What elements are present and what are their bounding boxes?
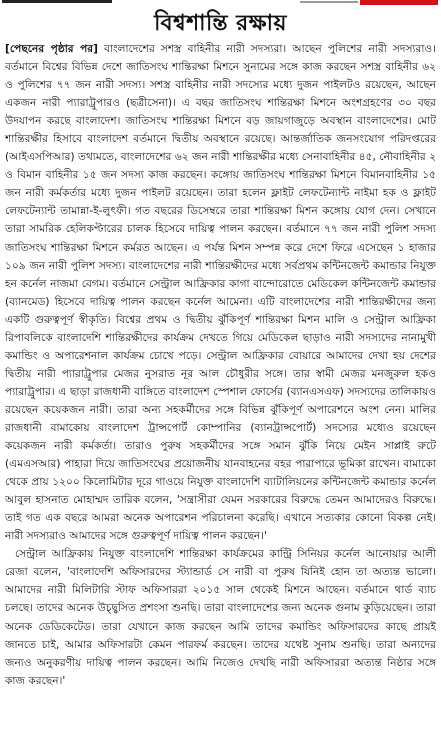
top-rule-red [360, 0, 438, 5]
paragraph-1 [5, 40, 436, 545]
article-headline: বিশ্বশান্তি রক্ষায় [154, 11, 287, 36]
paragraph-2: সেন্ট্রাল আফ্রিকায় নিযুক্ত বাংলাদেশি শান্তিরক্ষা কার্যক্রমের কান্ট্রি সিনিয়র কর্নেল আনোয়ার আলী রেজা বলেন, 'বাংলাদেশি অফিসারদের স্ট্যান্ডার্ড সে নারী বা পুরুষ যিনিই হোন তা অত্যন্ত ভালো। আমাদের নারী মিলিটারি স্টাফ অফিসাররা ২০১৫ সাল থেকেই মিশনে আছেন। বর্তমানে থার্ড ব্যাচ চলছে। তাদের অনেক উচ্ছ্বসিত প্রশংসা শুনছি। তারা বাংলাদেশের জন্য অনেক গুনাম কুড়িয়েছেন। তারা অনেক ডেডিকেটেড। তারা যেখানে কাজ করছেন আমি তাদের কমান্ডিং অফিসারদের কাছে প্রায়ই জানতে চাই, আমার অফিসারটা কেমন পারফর্ম করছেন। তাদের যথেষ্ট সুনাম শুনছি। তারা অন্যদের জন্যও অনুকরণীয় দায়িত্ব পালন করছেন। আমি নিজেও দেখছি নারী অফিসাররা অত্যন্ত নিষ্ঠার সঙ্গে কাজ করছেন।' [5, 548, 436, 687]
article-body [5, 40, 436, 730]
top-rule-left [2, 0, 112, 3]
top-rule-grey [300, 1, 358, 3]
lead-text: বাংলাদেশের সশস্ত্র বাহিনীর নারী সদস্যরা। আছেন পুলিশের নারী সদস্যরাও। বর্তমানে বিশ্বের বিভিন্ন দেশে জাতিসংঘ শান্তিরক্ষা মিশনে সুনামের সঙ্গে কাজ করছেন সশস্ত্র বাহিনীর ৬২ ও পুলিশের ৭৭ জন নারী সদস্য। সশস্ত্র বাহিনীর নারী সদস্যের মধ্যে দুজন পাইলটও রয়েছেন, আছেন একজন নারী প্যারাট্রুপারও (ছত্রীসেনা)। এ বছর জাতিসংঘ শান্তিরক্ষা মিশনে অংশগ্রহণের ৩০ বছর উদযাপন করছে বাংলাদেশ। জাতিসংঘ শান্তিরক্ষা মিশনে বড় জায়গাজুড়ে অবস্থান বাংলাদেশের। মোট শান্তিরক্ষীর হিসাবে বাংলাদেশ বর্তমানে দ্বিতীয় অবস্থানে রয়েছে। আন্তর্জাতিক জনসংযোগ পরিদপ্তরের (আইএসপিআর) তথ্যমতে, বাংলাদেশের ৬২ জন নারী শান্তিরক্ষীর মধ্যে সেনাবাহিনীর ৪৫, নৌবাহিনীর ২ ও বিমান বাহিনীর ১৫ জন সদস্য কাজ করছেন। কঙ্গোয় জাতিসংঘ শান্তিরক্ষা মিশনে বিমানবাহিনীর ১৫ জন নারী কর্মকর্তার মধ্যে দুজন পাইলট রয়েছেন। তারা হলেন ফ্লাইট লেফটেন্যান্ট নাইমা হক ও ফ্লাইট লেফটেন্যান্ট তামান্না-ই-লুৎফী। গত বছরের ডিসেম্বরে তারা শান্তিরক্ষা মিশন কঙ্গোয় যোগ দেন। সেখানে তারা সামরিক হেলিকপ্টারের চালক হিসেবে দায়িত্ব পালন করছেন। বর্তমানে ৭৭ জন নারী পুলিশ সদস্য জাতিসংঘ শান্তিরক্ষা মিশনে কর্মরত আছেন। এ পর্যন্ত মিশন সম্পন্ন করে দেশে ফিরে এসেছেন ১ হাজার ১০৯ জন নারী পুলিশ সদস্য। বাংলাদেশের নারী শান্তিরক্ষীদের মধ্যে সর্বপ্রথম কন্টিনজেন্ট কমান্ডার নিযুক্ত হন কর্নেল নাজমা বেগম। বর্তমানে সেন্ট্রাল আফ্রিকার কাগা বান্দোরোতে মেডিকেল কন্টিনজেন্ট কমান্ডার (ব্যানমেড) হিসেবে দায়িত্ব পালন করছেন কর্নেল আমেনা। এটি বাংলাদেশের নারী শান্তিরক্ষীদের জন্য একটি গুরুত্বপূর্ণ স্বীকৃতি। বিশ্বের প্রথম ও দ্বিতীয় ঝুঁকিপূর্ণ শান্তিরক্ষা মিশন মালি ও সেন্ট্রাল আফ্রিকা রিপাবলিকে বাংলাদেশি শান্তিরক্ষীদের কার্যক্রম দেখতে গিয়ে মেডিকেল ছাড়াও নারী সদস্যদের নানামুখী কমান্ডিং ও অপারেশনাল কার্যক্রম চোখে পড়ে। সেন্ট্রাল আফ্রিকার বোয়ারে আমাদের দেখা হয় দেশের দ্বিতীয় নারী প্যারাট্রুপার মেজর নুসরাত নূর আল চৌধুরীর সঙ্গে। তার স্বামী মেজর মনজুরুল হকও প্যারাট্রুপার। এ ছাড়া রাজধানী বাঙ্গিতে বাংলাদেশ স্পেশাল ফোর্সের (ব্যানএসএফ) সদস্যদের তালিকায়ও রয়েছেন কয়েকজন নারী। তারা অন্য সহকর্মীদের সঙ্গে বিভিন্ন ঝুঁকিপূর্ণ অপারেশনে অংশ নেন। মালির রাজধানী বামাকোয় বাংলাদেশ ট্রান্সপোর্ট কোম্পানির (ব্যানট্রান্সপোর্ট) সদস্যের মধ্যেও রয়েছেন কয়েকজন নারী কর্মকর্তা। তারাও পুরুষ সহকর্মীদের সঙ্গে সমান ঝুঁকি নিয়ে মেইন সাপ্লাই রুটে (এমএসআর) পাহারা দিয়ে জাতিসংঘের প্রয়োজনীয় যানবাহনের বহর পারাপারে ভূমিকা রাখেন। বামাকো থেকে প্রায় ১২০০ কিলোমিটার দূরে গাওয়ে নিযুক্ত বাংলাদেশি ব্যাটালিয়নের কন্টিনজেন্ট কমান্ডার কর্নেল আবুল হাসনাত মোহাম্মদ তারিক বলেন, 'সন্ত্রাসীরা যেমন সরকারের বিরুদ্ধে তেমন আমাদেরও বিরুদ্ধে। তাই গত এক বছরে আমরা অনেক অপারেশন পরিচালনা করেছি। এখানে সত্যকার কোনো বিকল্প নেই। নারী সদস্যরাও আমাদের সঙ্গে গুরুত্বপূর্ণ দায়িত্ব পালন করছেন।' [5, 43, 436, 543]
continuation-kicker: [পেছনের পৃষ্ঠার পর] [5, 43, 98, 55]
